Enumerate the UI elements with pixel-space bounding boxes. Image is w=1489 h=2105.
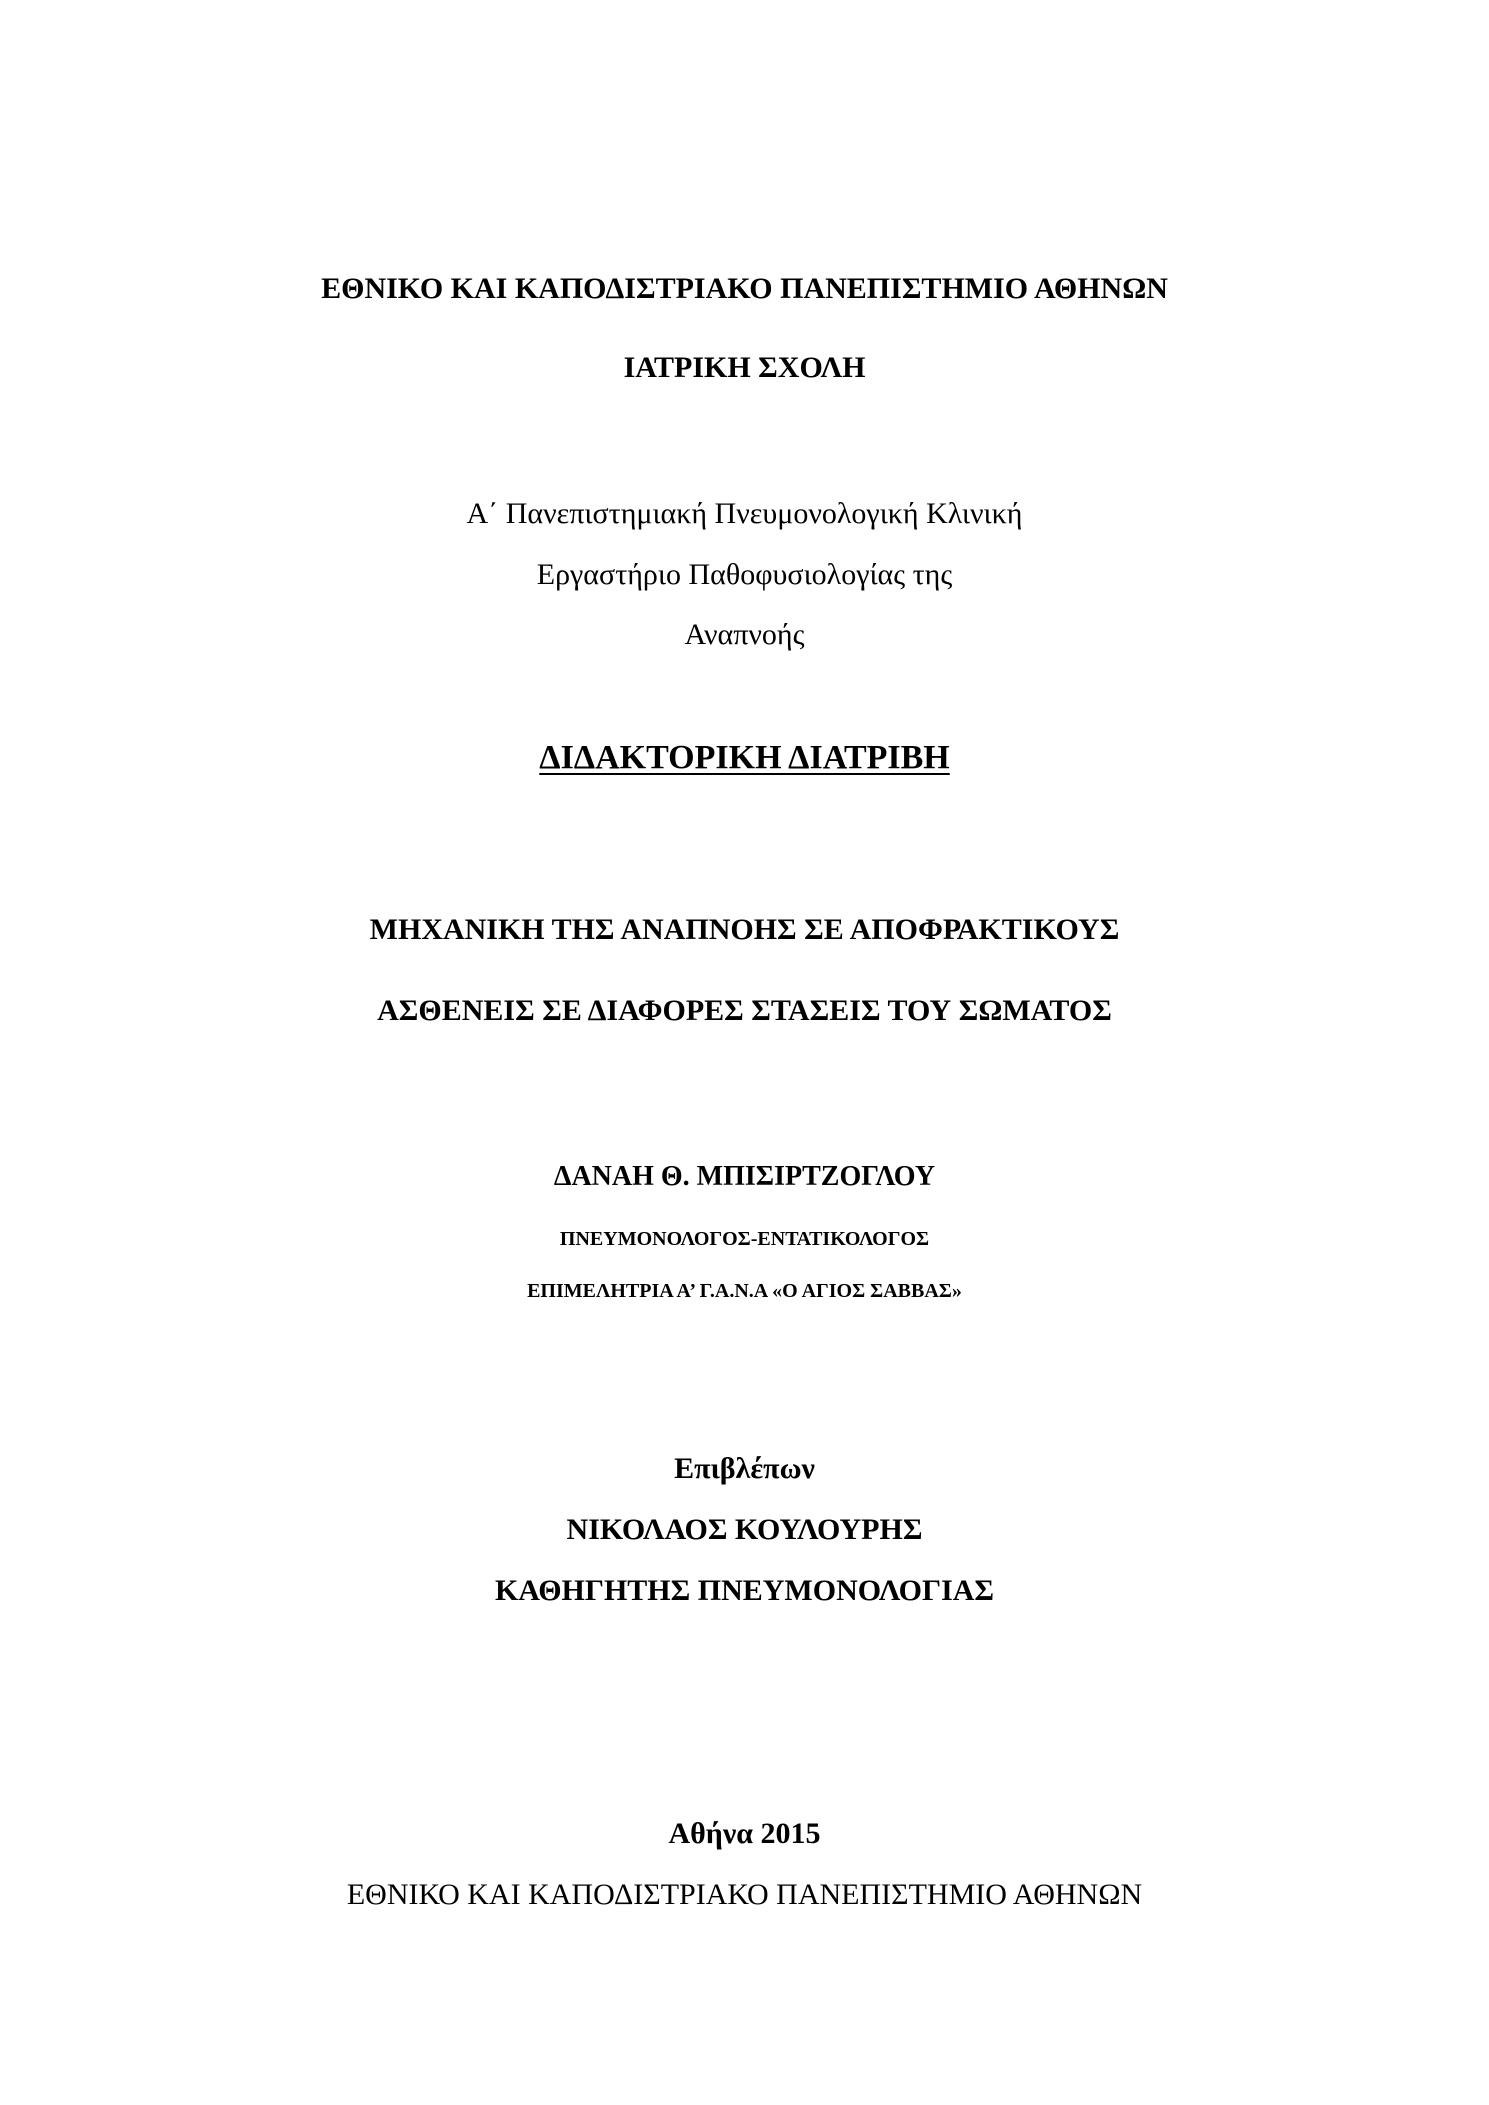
thesis-title-line2: ΑΣΘΕΝΕΙΣ ΣΕ ΔΙΑΦΟΡΕΣ ΣΤΑΣΕΙΣ ΤΟΥ ΣΩΜΑΤΟΣ — [377, 994, 1112, 1027]
author-specialty: ΠΝΕΥΜΟΝΟΛΟΓΟΣ-ΕΝΤΑΤΙΚΟΛΟΓΟΣ — [559, 1228, 930, 1250]
author-name: ΔΑΝΑΗ Θ. ΜΠΙΣΙΡΤΖΟΓΛΟΥ — [553, 1161, 936, 1192]
place-year: Αθήνα 2015 — [668, 1817, 821, 1850]
lab-name-line2: Αναπνοής — [684, 618, 805, 651]
author-position: ΕΠΙΜΕΛΗΤΡΙΑ Α’ Γ.Α.Ν.Α «Ο ΑΓΙΟΣ ΣΑΒΒΑΣ» — [527, 1280, 962, 1302]
university-heading: ΕΘΝΙΚΟ ΚΑΙ ΚΑΠΟΔΙΣΤΡΙΑΚΟ ΠΑΝΕΠΙΣΤΗΜΙΟ ΑΘΗΝΩΝ — [321, 272, 1168, 305]
supervisor-name: ΝΙΚΟΛΑΟΣ ΚΟΥΛΟΥΡΗΣ — [566, 1513, 923, 1546]
clinic-name: Α΄ Πανεπιστημιακή Πνευμονολογική Κλινική — [466, 497, 1023, 530]
footer-university: ΕΘΝΙΚΟ ΚΑΙ ΚΑΠΟΔΙΣΤΡΙΑΚΟ ΠΑΝΕΠΙΣΤΗΜΙΟ ΑΘΗΝΩΝ — [346, 1878, 1143, 1911]
lab-name-line1: Εργαστήριο Παθοφυσιολογίας της — [536, 558, 953, 591]
thesis-title-line1: ΜΗΧΑΝΙΚΗ ΤΗΣ ΑΝΑΠΝΟΗΣ ΣΕ ΑΠΟΦΡΑΚΤΙΚΟΥΣ — [369, 913, 1120, 946]
school-heading: ΙΑΤΡΙΚΗ ΣΧΟΛΗ — [623, 351, 866, 384]
document-type: ΔΙΔΑΚΤΟΡΙΚΗ ΔΙΑΤΡΙΒΗ — [539, 739, 950, 776]
supervisor-label: Επιβλέπων — [674, 1452, 815, 1485]
supervisor-title: ΚΑΘΗΓΗΤΗΣ ΠΝΕΥΜΟΝΟΛΟΓΙΑΣ — [494, 1574, 995, 1607]
